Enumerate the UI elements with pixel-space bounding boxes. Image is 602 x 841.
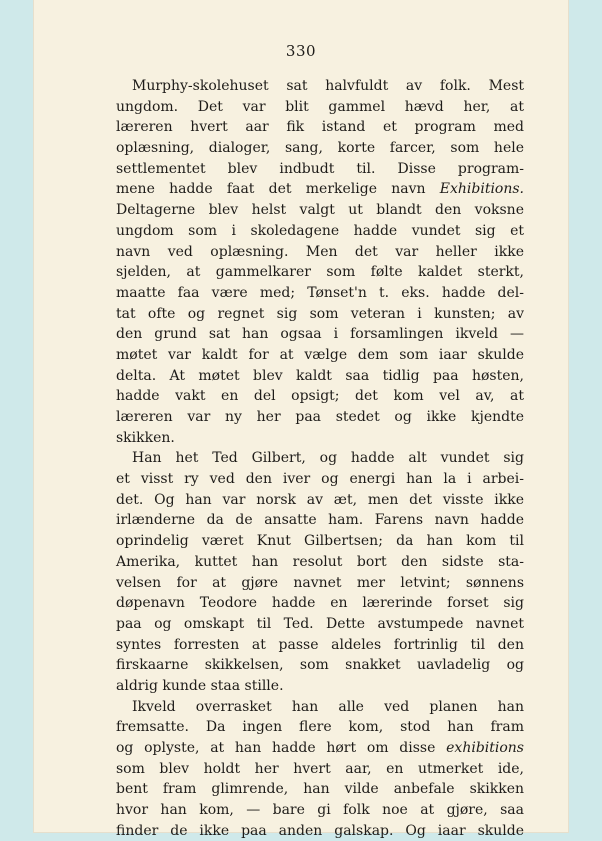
- text-line-content: syntes forresten at passe aldeles fortrinlig til den: [116, 636, 524, 653]
- text-line: [116, 221, 524, 242]
- text-line-content: Deltagerne blev helst valgt ut blandt den voksne: [116, 202, 524, 219]
- text-line-content: navn ved oplæsning. Men det var heller ikke: [116, 243, 524, 260]
- text-line-content: delta. At møtet blev kaldt saa tidlig paa høsten,: [116, 367, 524, 384]
- text-line: [116, 345, 524, 366]
- text-line: [116, 242, 524, 263]
- text-line-content: hvor han kom, — bare gi folk noe at gjøre, saa: [116, 802, 524, 819]
- text-line-content: Han het Ted Gilbert, og hadde alt vundet sig: [132, 450, 524, 467]
- text-line: [116, 117, 524, 138]
- text-line-content: mene hadde faat det merkelige navn: [116, 181, 440, 198]
- text-line-content: aldrig kunde staa stille.: [116, 677, 284, 694]
- text-line: [116, 490, 524, 511]
- text-line: [116, 283, 524, 304]
- text-line: [116, 614, 524, 635]
- text-line-content: et visst ry ved den iver og energi han la i arbei-: [116, 471, 524, 488]
- text-line-content: bent fram glimrende, han vilde anbefale skikken: [116, 781, 524, 798]
- page-number: 330: [285, 42, 317, 60]
- text-line: [116, 510, 524, 531]
- text-line-content: sjelden, at gammelkarer som følte kaldet sterkt,: [116, 264, 524, 281]
- text-line: [116, 635, 524, 656]
- text-line: [116, 200, 524, 221]
- text-line-content: døpenavn Teodore hadde en lærerinde forset sig: [116, 595, 524, 612]
- body-text: [116, 76, 524, 841]
- text-line-content: ungdom som i skoledagene hadde vundet sig et: [116, 222, 524, 239]
- text-line: [116, 573, 524, 594]
- text-line: [116, 138, 524, 159]
- italic-term: exhibitions: [446, 740, 524, 756]
- text-line-content: oplæsning, dialoger, sang, korte farcer, som hele: [116, 140, 524, 157]
- text-line-content: og oplyste, at han hadde hørt om disse: [116, 740, 447, 756]
- text-line: [116, 76, 524, 97]
- text-line: [116, 717, 524, 738]
- text-line: [116, 97, 524, 118]
- italic-term: Exhibitions.: [439, 181, 524, 198]
- text-line: [116, 800, 524, 821]
- text-line-content: oprindelig været Knut Gilbertsen; da han kom til: [116, 533, 524, 550]
- text-line-content: læreren var ny her paa stedet og ikke kjendte: [116, 409, 524, 425]
- text-line-content: det. Og han var norsk av æt, men det visste ikke: [116, 491, 524, 508]
- text-line: [116, 366, 524, 387]
- text-line: [116, 407, 524, 428]
- text-line-content: ungdom. Det var blit gammel hævd her, at: [116, 98, 524, 115]
- text-line: [116, 552, 524, 573]
- text-line-content: den grund sat han ogsaa i forsamlingen ikveld —: [116, 326, 524, 343]
- text-line: [116, 448, 524, 469]
- text-line-content: velsen for at gjøre navnet mer letvint; sønnens: [116, 574, 524, 591]
- text-line-content: læreren hvert aar fik istand et program med: [116, 119, 524, 136]
- text-line: [116, 821, 524, 841]
- text-line-content: fremsatte. Da ingen flere kom, stod han fram: [116, 719, 524, 736]
- text-line: [116, 593, 524, 614]
- text-line: [116, 779, 524, 800]
- text-line: [116, 469, 524, 490]
- text-line-content: skikken.: [116, 429, 175, 446]
- book-page: [34, 0, 568, 839]
- text-line-content: irlænderne da de ansatte ham. Farens navn hadde: [116, 512, 524, 529]
- text-line: [116, 304, 524, 325]
- text-line: [116, 179, 524, 200]
- text-line: [116, 324, 524, 345]
- text-line-content: møtet var kaldt for at vælge dem som iaar skulde: [116, 346, 524, 363]
- text-line-content: firskaarne skikkelsen, som snakket uavladelig og: [116, 657, 524, 674]
- text-line-content: finder de ikke paa anden galskap. Og iaar skulde: [116, 822, 524, 839]
- text-line: [116, 759, 524, 780]
- text-line-content: tat ofte og regnet sig som veteran i kunsten; av: [116, 305, 524, 322]
- text-line: [116, 262, 524, 283]
- text-line: [116, 386, 524, 407]
- text-line-content: Ikveld overrasket han alle ved planen han: [132, 698, 524, 715]
- text-line: [116, 531, 524, 552]
- text-line-content: Amerika, kuttet han resolut bort den sidste sta-: [116, 553, 524, 570]
- text-line: [116, 428, 524, 449]
- text-line-content: Murphy-skolehuset sat halvfuldt av folk. Mest: [132, 78, 524, 94]
- text-line: [116, 676, 524, 697]
- text-line: [116, 738, 524, 759]
- text-line-content: som blev holdt her hvert aar, en utmerket ide,: [116, 760, 524, 777]
- text-line-content: maatte faa være med; Tønset'n t. eks. hadde del-: [116, 284, 524, 301]
- text-line: [116, 655, 524, 676]
- text-line-content: paa og omskapt til Ted. Dette avstumpede navnet: [116, 615, 524, 632]
- text-line: [116, 159, 524, 180]
- text-line-content: hadde vakt en del opsigt; det kom vel av, at: [116, 388, 524, 405]
- text-line-content: settlementet blev indbudt til. Disse program-: [116, 160, 524, 177]
- text-line: [116, 697, 524, 718]
